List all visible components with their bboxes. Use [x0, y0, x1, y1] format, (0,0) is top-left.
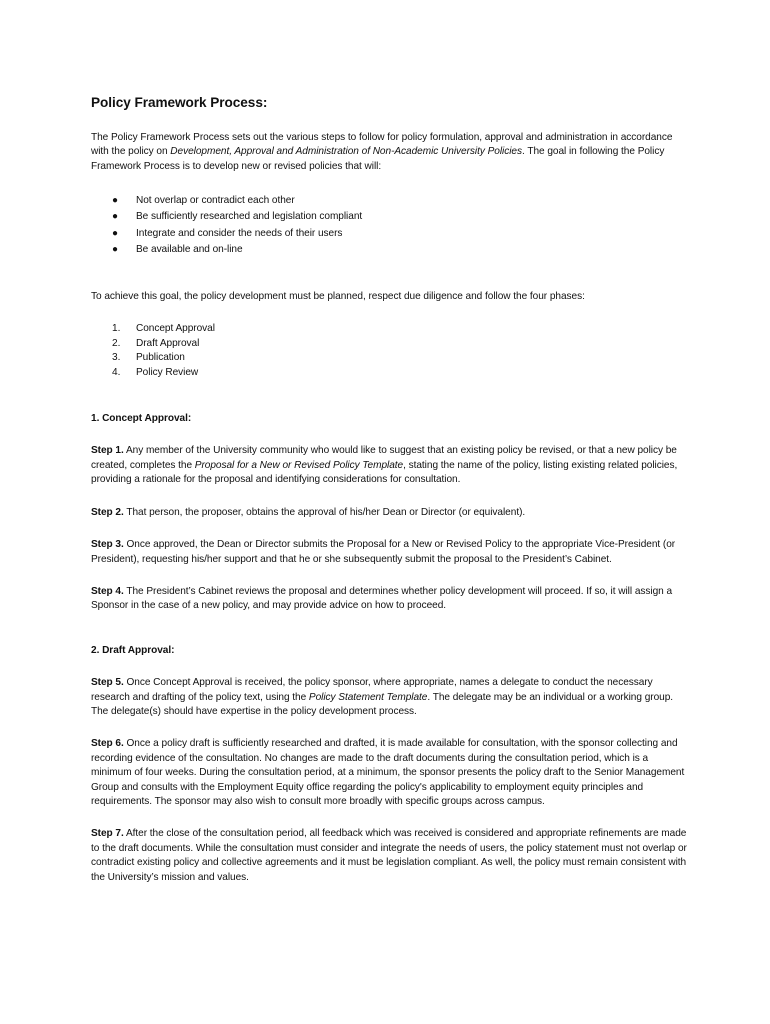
- page-title: Policy Framework Process:: [91, 95, 268, 110]
- phases-list: [91, 322, 687, 380]
- list-item-text: Concept Approval: [136, 323, 215, 335]
- goals-list: [91, 193, 687, 258]
- intro-text-end: . The goal in following the Policy Framework Process is to develop new or revised policies that will:: [91, 146, 665, 172]
- step-text-end: . The delegate may be an individual or a working group. The delegate(s) should have expertise in the policy development process.: [91, 691, 674, 717]
- bullet-icon: ●: [112, 211, 118, 223]
- step-label: Step 1.: [91, 445, 124, 457]
- list-item-text: Not overlap or contradict each other: [136, 195, 295, 207]
- step-7-paragraph: [91, 827, 687, 885]
- step-6-paragraph: [91, 737, 687, 809]
- step-text: Once a policy draft is sufficiently researched and drafted, it is made available for consultation, with the sponsor collecting and recording evidence of the consultation. No changes are made to the draft documents during the consultation period, which is a minimum of four weeks. During the consultation period, at a minimum, the sponsor presents the policy draft to the Senior Management Group and consults with the Employment Equity office regarding the policy's applicability to employment equity principles and requirements. The sponsor may also wish to consult more broadly with specific groups across campus.: [91, 738, 685, 807]
- step-text: That person, the proposer, obtains the approval of his/her Dean or Director (or equivalent).: [123, 506, 526, 518]
- list-number: 1.: [112, 323, 121, 335]
- bullet-icon: ●: [112, 227, 118, 239]
- list-item-text: Integrate and consider the needs of their users: [136, 227, 343, 239]
- list-item: [91, 337, 687, 351]
- step-text: Once Concept Approval is received, the policy sponsor, where appropriate, names a delegate to conduct the necessary research and drafting of the policy text, using the: [91, 677, 653, 703]
- step-label: Step 3.: [91, 539, 124, 551]
- bullet-icon: ●: [112, 195, 118, 207]
- step-label: Step 7.: [91, 828, 124, 840]
- step-text: Any member of the University community who would like to suggest that an existing policy be revised, or that a new policy be created, completes the: [91, 445, 677, 471]
- step-text-end: , stating the name of the policy, listing existing related policies, providing a rationale for the proposal and identifying considerations for consultation.: [91, 459, 678, 486]
- list-item: [91, 242, 687, 258]
- list-number: 3.: [112, 352, 121, 364]
- section-heading-concept-approval: 1. Concept Approval:: [91, 413, 192, 425]
- template-reference: Proposal for a New or Revised Policy Template: [194, 459, 404, 471]
- list-item: [91, 226, 687, 242]
- step-1-paragraph: [91, 444, 687, 487]
- list-item-text: Draft Approval: [136, 337, 200, 349]
- step-text: After the close of the consultation period, all feedback which was received is considered and appropriate refinements are made to the draft documents. While the consultation must consider and integrate the needs of users, the policy statement must not overlap or contradict existing policy and collective agreements and it must be legislation compliant. As well, the policy must remain consistent with the University’s mission and values.: [91, 828, 687, 883]
- list-item-text: Be sufficiently researched and legislation compliant: [136, 211, 363, 223]
- list-item: [91, 322, 687, 336]
- template-reference: Policy Statement Template: [308, 691, 428, 703]
- list-item: [91, 366, 687, 380]
- intro-text-start: The Policy Framework Process sets out the various steps to follow for policy formulation, approval and administration in accordance with the policy on: [91, 132, 673, 158]
- step-text: Once approved, the Dean or Director submits the Proposal for a New or Revised Policy to the appropriate Vice-President (or President), requesting his/her support and that he or she subsequently submit the proposal to the President’s Cabinet.: [91, 539, 676, 565]
- step-label: Step 2.: [91, 506, 124, 518]
- policy-reference: Development, Approval and Administration of Non-Academic University Policies: [170, 146, 522, 158]
- intro-paragraph: [91, 131, 687, 174]
- step-4-paragraph: [91, 585, 687, 614]
- step-label: Step 5.: [91, 677, 124, 689]
- list-item: [91, 193, 687, 209]
- list-item: [91, 351, 687, 365]
- step-label: Step 6.: [91, 738, 124, 750]
- step-2-paragraph: [91, 506, 687, 520]
- list-item-text: Policy Review: [136, 366, 199, 378]
- list-number: 2.: [112, 337, 121, 349]
- bullet-icon: ●: [112, 243, 118, 255]
- step-label: Step 4.: [91, 585, 124, 597]
- list-item: [91, 209, 687, 225]
- step-text: The President’s Cabinet reviews the proposal and determines whether policy development will proceed. If so, it will assign a Sponsor in the case of a new policy, and may provide advice on how to proceed.: [91, 585, 673, 612]
- section-heading-draft-approval: 2. Draft Approval:: [91, 644, 175, 656]
- list-number: 4.: [112, 366, 121, 378]
- step-5-paragraph: [91, 676, 687, 719]
- goal-paragraph: To achieve this goal, the policy development must be planned, respect due diligence and follow the four phases:: [91, 291, 585, 303]
- document-page: [91, 94, 687, 903]
- list-item-text: Be available and on-line: [136, 243, 243, 255]
- step-3-paragraph: [91, 538, 687, 567]
- list-item-text: Publication: [136, 352, 185, 364]
